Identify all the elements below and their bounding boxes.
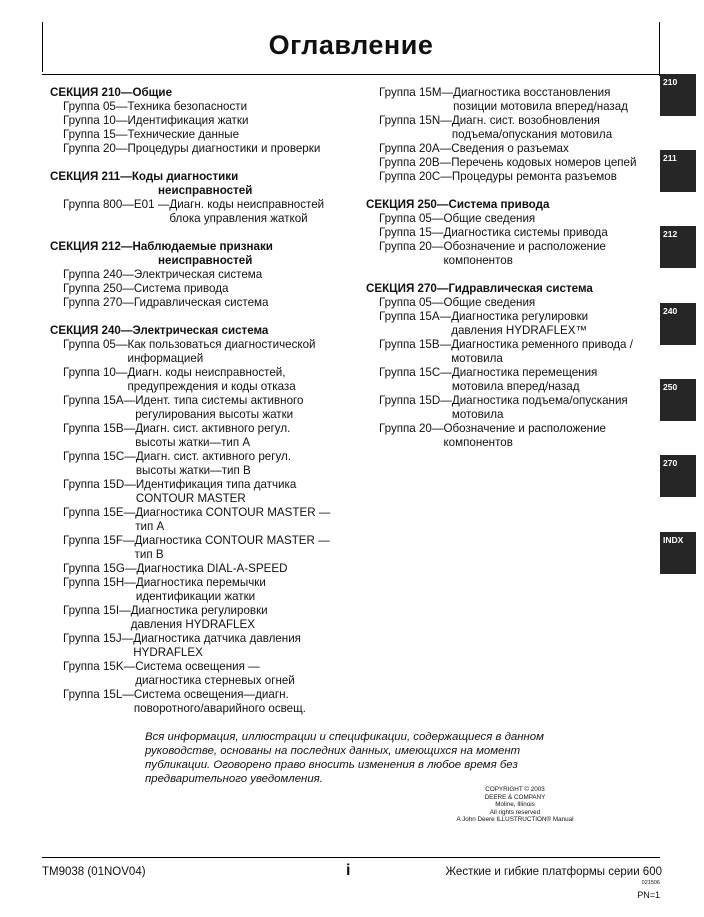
toc-entry-text xyxy=(133,632,301,660)
toc-entry-line: тип A xyxy=(135,520,165,533)
toc-left-column xyxy=(50,86,360,716)
toc-section-heading xyxy=(50,170,360,198)
toc-entry xyxy=(366,142,658,156)
toc-entry xyxy=(50,394,360,422)
toc-entry-line: Техника безопасности xyxy=(127,100,248,113)
toc-entry xyxy=(366,170,658,184)
footer-series-title: Жесткие и гибкие платформы серии 600 xyxy=(445,866,662,878)
toc-entry xyxy=(50,142,360,156)
toc-entry-line: Диагностика регулировки xyxy=(451,310,589,323)
toc-group-label: Группа 15F— xyxy=(63,534,135,547)
toc-entry xyxy=(366,156,658,170)
page-title: Оглавление xyxy=(268,30,434,60)
toc-entry-text xyxy=(443,422,606,450)
toc-entry xyxy=(366,240,658,268)
toc-entry-line: Перечень кодовых номеров цепей xyxy=(451,156,637,169)
section-title-cont: неисправностей xyxy=(158,254,253,267)
section-title-cont: неисправностей xyxy=(158,184,253,197)
toc-entry-line: Технические данные xyxy=(127,128,240,141)
toc-entry xyxy=(366,310,658,338)
toc-entry-text xyxy=(452,114,612,142)
toc-entry-text xyxy=(134,688,306,716)
toc-group-label: Группа 15A— xyxy=(63,394,136,407)
toc-entry-line: Как пользоваться диагностической xyxy=(127,338,316,351)
toc-group-label: Группа 20C— xyxy=(379,170,452,183)
toc-group-label: Группа 15— xyxy=(379,226,444,239)
toc-group-label: Группа 15A— xyxy=(379,310,452,323)
toc-entry xyxy=(50,268,360,282)
toc-entry xyxy=(50,478,360,506)
toc-entry-line: Общие сведения xyxy=(443,296,536,309)
toc-entry-line: Система привода xyxy=(133,282,229,295)
toc-group-label: Группа 15J— xyxy=(63,632,134,645)
toc-group-label: Группа 15H— xyxy=(63,576,136,589)
toc-entry xyxy=(50,100,360,114)
section-tab-indx[interactable]: INDX xyxy=(660,532,696,574)
toc-group-label: Группа 15K— xyxy=(63,660,136,673)
toc-entry xyxy=(50,604,360,632)
toc-entry-line: Диагностика датчика давления xyxy=(133,632,301,645)
toc-entry xyxy=(366,394,658,422)
toc-entry xyxy=(50,366,360,394)
toc-section-heading xyxy=(50,324,360,338)
toc-group-label: Группа 20— xyxy=(63,142,128,155)
toc-entry-text xyxy=(452,366,598,394)
section-title: СЕКЦИЯ 240—Электрическая система xyxy=(50,324,269,337)
toc-group-label: Группа 15E— xyxy=(63,506,136,519)
toc-entry-line: мотовила xyxy=(451,352,503,365)
toc-entry-line: Диагн. сист. активного регул. xyxy=(135,422,291,435)
footer-doc-id: TM9038 (01NOV04) xyxy=(42,866,146,878)
toc-entry-line: предупреждения и коды отказа xyxy=(127,380,296,393)
toc-group-label: Группа 15N— xyxy=(379,114,452,127)
toc-entry-text xyxy=(169,198,324,226)
toc-entry-text xyxy=(127,366,295,394)
toc-right-column xyxy=(366,86,658,450)
toc-entry xyxy=(50,688,360,716)
toc-entry-line: мотовила вперед/назад xyxy=(451,380,580,393)
toc-entry-line: Диагностика CONTOUR MASTER — xyxy=(135,506,331,519)
toc-entry-line: Система освещения — xyxy=(135,660,260,673)
toc-entry-line: тип B xyxy=(134,548,164,561)
toc-group-label: Группа 15— xyxy=(63,128,128,141)
toc-entry-text xyxy=(443,296,535,310)
section-tab-211[interactable]: 211 xyxy=(660,150,696,192)
toc-entry xyxy=(366,422,658,450)
toc-entry-line: Система освещения—диагн. xyxy=(133,688,289,701)
toc-entry-line: Идентификация типа датчика xyxy=(135,478,297,491)
toc-entry xyxy=(366,226,658,240)
toc-entry-line: Электрическая система xyxy=(133,268,263,281)
toc-entry-line: Диагн. коды неисправностей, xyxy=(127,366,286,379)
footer-pn: PN=1 xyxy=(637,890,660,900)
toc-group-label: Группа 15C— xyxy=(379,366,452,379)
toc-entry xyxy=(366,296,658,310)
toc-entry xyxy=(366,366,658,394)
toc-entry-line: Диагн. сист. возобновления xyxy=(451,114,600,127)
toc-entry-text xyxy=(127,338,315,366)
toc-entry-text xyxy=(135,394,303,422)
toc-entry-line: Диагностика перемычки xyxy=(135,576,266,589)
footer-code: 021506 xyxy=(641,880,660,886)
toc-group-label: Группа 15D— xyxy=(63,478,136,491)
toc-entry-line: Обозначение и расположение xyxy=(443,422,606,435)
toc-entry-text xyxy=(453,86,628,114)
toc-entry-text xyxy=(451,310,588,338)
toc-group-label: Группа 20A— xyxy=(379,142,452,155)
section-title: СЕКЦИЯ 210—Общие xyxy=(50,86,173,99)
toc-entry xyxy=(50,128,360,142)
toc-entry-text xyxy=(443,240,606,268)
toc-entry-line: Диагностика перемещения xyxy=(451,366,598,379)
toc-entry-line: Диагностика восстановления xyxy=(453,86,611,99)
toc-entry xyxy=(50,114,360,128)
toc-entry-line: Диагностика регулировки xyxy=(130,604,268,617)
copyright-line: Moline, Illinois xyxy=(495,801,535,808)
toc-entry-text xyxy=(127,142,320,156)
toc-group-label: Группа 05— xyxy=(63,338,128,351)
toc-entry xyxy=(366,114,658,142)
toc-group-label: Группа 20B— xyxy=(379,156,452,169)
toc-section-heading xyxy=(50,240,360,268)
toc-entry-line: HYDRAFLEX xyxy=(133,646,203,659)
toc-section-heading xyxy=(50,86,360,100)
toc-entry-line: Обозначение и расположение xyxy=(443,240,606,253)
toc-entry-line: подъема/опускания мотовила xyxy=(451,128,613,141)
toc-entry xyxy=(50,576,360,604)
toc-entry-line: давления HYDRAFLEX™ xyxy=(451,324,588,337)
toc-entry xyxy=(50,338,360,366)
toc-group-label: Группа 20— xyxy=(379,240,444,253)
copyright-line: DEERE & COMPANY xyxy=(484,793,546,801)
toc-group-label: Группа 240— xyxy=(63,268,134,281)
toc-entry-text xyxy=(131,604,268,632)
toc-entry-text xyxy=(135,534,330,562)
section-tab-240[interactable]: 240 xyxy=(660,303,696,345)
toc-entry-text xyxy=(443,212,535,226)
toc-entry-text xyxy=(136,562,287,576)
toc-entry-line: поворотного/аварийного освещ. xyxy=(133,702,306,715)
toc-entry-line: информацией xyxy=(127,352,204,365)
toc-entry-text xyxy=(136,478,296,506)
disclaimer-notice: Вся информация, иллюстрации и спецификации, содержащиеся в данном руководстве, основаны на последних данных, имеющихся на момент публикации. Оговорено право вносить изменения в любое время без предварительного уведомления. xyxy=(145,731,544,785)
toc-entry-text xyxy=(134,268,262,282)
toc-entry-text xyxy=(127,100,247,114)
toc-group-label: Группа 15B— xyxy=(63,422,136,435)
toc-entry-line: позиции мотовила вперед/назад xyxy=(453,100,628,113)
toc-entry-line: CONTOUR MASTER xyxy=(135,492,246,505)
toc-group-label: Группа 10— xyxy=(63,366,128,379)
section-title: СЕКЦИЯ 211—Коды диагностики xyxy=(50,170,239,183)
toc-entry-line: регулирования высоты жатки xyxy=(135,408,294,421)
toc-group-label: Группа 05— xyxy=(63,100,128,113)
toc-entry xyxy=(50,422,360,450)
toc-group-label: Группа 15M— xyxy=(379,86,454,99)
toc-group-label: Группа 800—E01 — xyxy=(63,198,170,211)
toc-group-label: Группа 250— xyxy=(63,282,134,295)
toc-entry xyxy=(50,282,360,296)
toc-entry-line: высоты жатки—тип A xyxy=(135,436,251,449)
copyright-line: All rights reserved xyxy=(489,808,541,816)
toc-entry-line: Идентификация жатки xyxy=(127,114,249,127)
header-rule xyxy=(42,74,660,75)
toc-entry xyxy=(50,632,360,660)
toc-entry xyxy=(366,338,658,366)
copyright-line: COPYRIGHT © 2003 xyxy=(485,786,545,793)
toc-entry xyxy=(50,198,360,226)
section-title: СЕКЦИЯ 250—Система привода xyxy=(366,198,550,211)
section-tab-250[interactable]: 250 xyxy=(660,379,696,421)
toc-group-label: Группа 05— xyxy=(379,212,444,225)
toc-entry-line: Диагн. сист. активного регул. xyxy=(135,450,291,463)
toc-entry-line: блока управления жаткой xyxy=(169,212,308,225)
toc-group-label: Группа 10— xyxy=(63,114,128,127)
toc-group-label: Группа 20— xyxy=(379,422,444,435)
footer-page-number: i xyxy=(346,862,351,879)
toc-entry-text xyxy=(134,282,229,296)
toc-entry xyxy=(50,296,360,310)
toc-entry-line: компонентов xyxy=(443,254,513,267)
section-tab-212[interactable]: 212 xyxy=(660,226,696,268)
toc-entry-text xyxy=(127,128,239,142)
toc-section-heading xyxy=(366,198,658,212)
toc-entry-line: Диагностика DIAL-A-SPEED xyxy=(136,562,288,575)
toc-entry-text xyxy=(452,394,628,422)
toc-entry xyxy=(50,506,360,534)
toc-entry-line: идентификации жатки xyxy=(135,590,256,603)
copyright-block xyxy=(395,786,635,824)
toc-entry-text xyxy=(134,296,269,310)
toc-group-label: Группа 15B— xyxy=(379,338,452,351)
toc-entry-text xyxy=(135,422,290,450)
toc-group-label: Группа 15D— xyxy=(379,394,452,407)
toc-entry xyxy=(366,212,658,226)
toc-entry-line: Диагностика ременного привода / xyxy=(451,338,633,351)
toc-entry-text xyxy=(136,576,266,604)
toc-entry-text xyxy=(135,660,295,688)
toc-entry xyxy=(366,86,658,114)
toc-group-label: Группа 270— xyxy=(63,296,134,309)
footer-rule xyxy=(42,857,660,858)
toc-entry-text xyxy=(136,450,291,478)
toc-entry-line: Гидравлическая система xyxy=(133,296,269,309)
toc-entry-line: Диагностика CONTOUR MASTER — xyxy=(134,534,330,547)
toc-entry-line: давления HYDRAFLEX xyxy=(130,618,255,631)
toc-entry-line: мотовила xyxy=(451,408,504,421)
toc-entry-text xyxy=(451,338,633,366)
toc-entry-text xyxy=(452,170,617,184)
toc-entry-line: Процедуры диагностики и проверки xyxy=(127,142,321,155)
toc-entry xyxy=(50,450,360,478)
toc-entry-line: высоты жатки—тип B xyxy=(135,464,251,477)
toc-entry xyxy=(50,660,360,688)
toc-group-label: Группа 15L— xyxy=(63,688,134,701)
toc-section-heading xyxy=(366,282,658,296)
section-tab-270[interactable]: 270 xyxy=(660,455,696,497)
toc-entry xyxy=(50,562,360,576)
toc-entry-line: компонентов xyxy=(443,436,513,449)
toc-entry-line: Общие сведения xyxy=(443,212,536,225)
toc-group-label: Группа 15G— xyxy=(63,562,137,575)
toc-entry-text xyxy=(135,506,330,534)
toc-entry-text xyxy=(451,142,569,156)
toc-entry-text xyxy=(127,114,248,128)
toc-group-label: Группа 15I— xyxy=(63,604,131,617)
section-title: СЕКЦИЯ 212—Наблюдаемые признаки xyxy=(50,240,273,253)
toc-entry-line: диагностика стерневых огней xyxy=(135,674,295,687)
toc-entry-line: Диагностика подъема/опускания xyxy=(451,394,628,407)
section-tab-210[interactable]: 210 xyxy=(660,74,696,116)
toc-entry-line: Идент. типа системы активного xyxy=(135,394,304,407)
toc-entry xyxy=(50,534,360,562)
toc-entry-text xyxy=(451,156,636,170)
toc-group-label: Группа 05— xyxy=(379,296,444,309)
toc-entry-text xyxy=(443,226,607,240)
toc-group-label: Группа 15C— xyxy=(63,450,136,463)
toc-entry-line: Диагностика системы привода xyxy=(443,226,608,239)
section-title: СЕКЦИЯ 270—Гидравлическая система xyxy=(366,282,593,295)
toc-entry-line: Сведения о разъемах xyxy=(451,142,569,155)
copyright-line: A John Deere ILLUSTRUCTION® Manual xyxy=(456,816,574,823)
toc-entry-line: Процедуры ремонта разъемов xyxy=(451,170,617,183)
toc-entry-line: Диагн. коды неисправностей xyxy=(169,198,325,211)
